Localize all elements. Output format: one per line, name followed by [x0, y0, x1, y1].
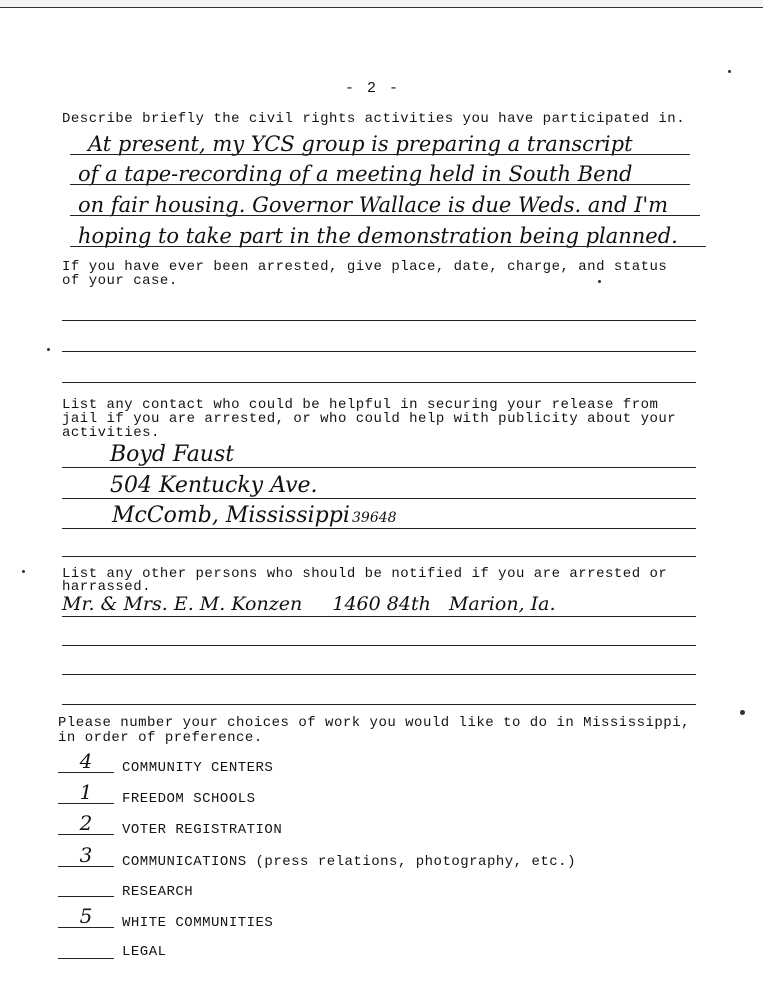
scan-speck: [728, 70, 731, 73]
work-question-line-2: in order of preference.: [58, 730, 263, 746]
choice-label-research: RESEARCH: [122, 884, 194, 900]
contact-question-line-1: List any contact who could be helpful in securing your release from: [62, 397, 659, 413]
contact-street: 504 Kentucky Ave.: [110, 473, 318, 498]
scan-speck: [22, 570, 25, 573]
choice-rank-research[interactable]: [58, 876, 114, 897]
civil-rights-question: Describe briefly the civil rights activities you have participated in.: [62, 111, 686, 127]
notify-answer: Mr. & Mrs. E. M. Konzen 1460 84th Marion, Ia.: [62, 593, 556, 615]
contact-city: McComb, Mississippi: [112, 503, 350, 528]
civil-rights-answer-line-3: on fair housing. Governor Wallace is due Weds. and I'm: [78, 193, 669, 217]
choice-label-community-centers: COMMUNITY CENTERS: [122, 760, 274, 776]
contact-question-line-3: activities.: [62, 425, 160, 441]
choice-label-white-communities: WHITE COMMUNITIES: [122, 915, 274, 931]
choice-rank-communications[interactable]: 3: [58, 846, 114, 867]
choice-label-legal: LEGAL: [122, 944, 167, 960]
answer-rule: [62, 320, 696, 321]
scan-speck: [47, 348, 50, 351]
civil-rights-answer-line-2: of a tape-recording of a meeting held in South Bend: [78, 162, 633, 186]
choice-rank-legal[interactable]: [58, 938, 114, 959]
answer-rule: [70, 154, 690, 155]
answer-rule: [62, 498, 696, 499]
answer-rule: [70, 215, 700, 216]
answer-rule: [62, 467, 696, 468]
answer-rule: [62, 351, 696, 352]
notify-question-line-1: List any other persons who should be notified if you are arrested or: [62, 566, 668, 582]
scan-speck: [740, 710, 745, 715]
choice-label-voter-registration: VOTER REGISTRATION: [122, 822, 283, 838]
civil-rights-answer-line-1: At present, my YCS group is preparing a transcript: [88, 132, 633, 156]
answer-rule: [62, 674, 696, 675]
civil-rights-answer-line-4: hoping to take part in the demonstration being planned.: [78, 224, 678, 248]
answer-rule: [70, 246, 706, 247]
choice-rank-voter-registration[interactable]: 2: [58, 814, 114, 835]
answer-rule: [62, 382, 696, 383]
page-number: - 2 -: [345, 80, 401, 97]
work-question-line-1: Please number your choices of work you would like to do in Mississippi,: [58, 715, 690, 731]
scan-speck: [598, 280, 601, 283]
answer-rule: [62, 616, 696, 617]
choice-label-communications: COMMUNICATIONS (press relations, photography, etc.): [122, 854, 576, 870]
choice-rank-white-communities[interactable]: 5: [58, 907, 114, 928]
answer-rule: [62, 528, 696, 529]
answer-rule: [70, 184, 690, 185]
page-top-edge: [0, 0, 763, 8]
answer-rule: [62, 556, 696, 557]
contact-question-line-2: jail if you are arrested, or who could help with publicity about your: [62, 411, 677, 427]
choice-label-freedom-schools: FREEDOM SCHOOLS: [122, 791, 256, 807]
arrests-question-line-1: If you have ever been arrested, give place, date, charge, and status: [62, 259, 668, 275]
contact-zip: 39648: [352, 510, 397, 526]
choice-rank-freedom-schools[interactable]: 1: [58, 783, 114, 804]
arrests-question-line-2: of your case.: [62, 273, 178, 289]
answer-rule: [62, 704, 696, 705]
answer-rule: [62, 645, 696, 646]
notify-question-line-2: harrassed.: [62, 579, 152, 595]
choice-rank-community-centers[interactable]: 4: [58, 752, 114, 773]
contact-name: Boyd Faust: [110, 442, 235, 467]
